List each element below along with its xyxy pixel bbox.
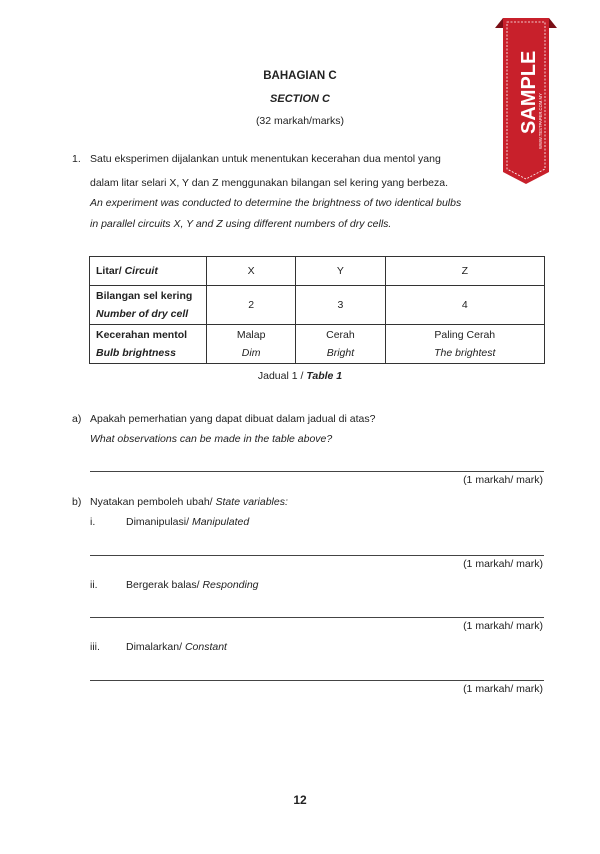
item-number: i. bbox=[90, 516, 96, 528]
part-b-question-malay: Nyatakan pemboleh ubah/ bbox=[90, 496, 213, 508]
table-cell bbox=[207, 325, 296, 364]
question-intro-malay-line2: dalam litar selari X, Y dan Z menggunakan bilangan sel kering yang berbeza. bbox=[90, 177, 448, 189]
variable-label-malay: Dimanipulasi/ bbox=[126, 516, 190, 528]
item-number: ii. bbox=[90, 579, 98, 591]
row-header-brightness bbox=[90, 325, 207, 364]
answer-line-b-i[interactable] bbox=[90, 555, 544, 556]
svg-text:WWW.TESTPAPER.COM.MY: WWW.TESTPAPER.COM.MY bbox=[538, 93, 543, 149]
row-header-english: Number of dry cell bbox=[96, 308, 189, 320]
row-header-dry-cells bbox=[90, 286, 207, 325]
table-caption bbox=[0, 370, 600, 382]
part-a-question-malay: Apakah pemerhatian yang dapat dibuat dalam jadual di atas? bbox=[90, 413, 376, 425]
table-cell: 4 bbox=[385, 286, 544, 325]
cell-malay: Malap bbox=[236, 329, 266, 341]
variable-label-english: Constant bbox=[184, 641, 227, 653]
question-intro-english-line1: An experiment was conducted to determine the brightness of two identical bulbs bbox=[90, 197, 462, 209]
section-total-marks: (32 markah/marks) bbox=[255, 115, 345, 127]
answer-line-b-ii[interactable] bbox=[90, 617, 544, 618]
table-row-dry-cells bbox=[90, 286, 545, 325]
answer-line-a[interactable] bbox=[90, 471, 544, 472]
variable-constant bbox=[126, 640, 227, 654]
table-cell: Y bbox=[296, 257, 385, 286]
question-number: 1. bbox=[72, 153, 81, 165]
sample-ribbon-watermark bbox=[495, 14, 557, 184]
question-intro-english-line2: in parallel circuits X, Y and Z using different numbers of dry cells. bbox=[90, 218, 392, 230]
row-header-circuit bbox=[90, 257, 207, 286]
page-number: 12 bbox=[293, 793, 307, 807]
part-b-question-english: State variables: bbox=[215, 496, 288, 508]
variable-label-malay: Bergerak balas/ bbox=[126, 579, 200, 591]
variable-label-malay: Dimalarkan/ bbox=[126, 641, 183, 653]
row-header-malay: Kecerahan mentol bbox=[96, 329, 188, 341]
answer-line-b-iii[interactable] bbox=[90, 680, 544, 681]
table-row-circuit bbox=[90, 257, 545, 286]
part-b-i-marks: (1 markah/ mark) bbox=[463, 558, 543, 570]
table-cell bbox=[385, 325, 544, 364]
cell-english: Bright bbox=[326, 347, 355, 359]
section-title-malay: BAHAGIAN C bbox=[263, 70, 337, 82]
part-a-label: a) bbox=[72, 413, 82, 425]
cell-malay: Cerah bbox=[326, 329, 355, 341]
part-b-question bbox=[90, 495, 288, 509]
table-cell: 3 bbox=[296, 286, 385, 325]
variable-label-english: Responding bbox=[202, 579, 259, 591]
row-header-english: Circuit bbox=[124, 265, 158, 277]
cell-english: The brightest bbox=[434, 347, 496, 359]
table-caption-malay: Jadual 1 / bbox=[257, 370, 304, 382]
part-a-question-english: What observations can be made in the table above? bbox=[90, 433, 333, 445]
row-header-malay: Litar/ bbox=[96, 265, 122, 277]
table-row-brightness bbox=[90, 325, 545, 364]
cell-malay: Paling Cerah bbox=[434, 329, 496, 341]
question-intro-malay-line1: Satu eksperimen dijalankan untuk menentukan kecerahan dua mentol yang bbox=[90, 153, 441, 165]
variable-manipulated bbox=[126, 515, 249, 529]
results-table bbox=[89, 256, 545, 364]
table-cell bbox=[296, 325, 385, 364]
part-b-iii-marks: (1 markah/ mark) bbox=[463, 683, 543, 695]
section-title-english: SECTION C bbox=[270, 93, 330, 105]
table-caption-english: Table 1 bbox=[306, 370, 343, 382]
table-cell: 2 bbox=[207, 286, 296, 325]
item-number: iii. bbox=[90, 641, 100, 653]
table-cell: Z bbox=[385, 257, 544, 286]
part-b-ii-marks: (1 markah/ mark) bbox=[463, 620, 543, 632]
row-header-malay: Bilangan sel kering bbox=[96, 290, 193, 302]
row-header-english: Bulb brightness bbox=[96, 347, 176, 359]
part-b-label: b) bbox=[72, 496, 82, 508]
part-a-marks: (1 markah/ mark) bbox=[463, 474, 543, 486]
variable-responding bbox=[126, 578, 259, 592]
table-cell: X bbox=[207, 257, 296, 286]
cell-english: Dim bbox=[241, 347, 261, 359]
svg-text:SAMPLE: SAMPLE bbox=[518, 50, 540, 134]
variable-label-english: Manipulated bbox=[191, 516, 250, 528]
